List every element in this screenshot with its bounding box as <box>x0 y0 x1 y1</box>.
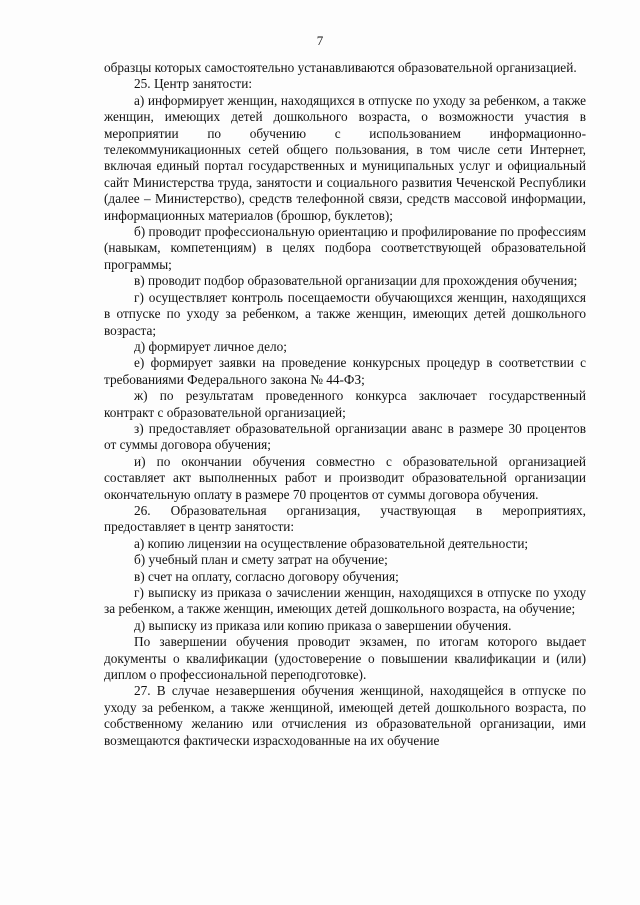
page-number: 7 <box>316 33 324 48</box>
paragraph-continuation: образцы которых самостоятельно устанавливаются образовательной организацией. <box>104 60 577 75</box>
clause-26-b: б) учебный план и смету затрат на обучение; <box>134 552 388 568</box>
clause-25-z: з) предоставляет образовательной организации аванс в размере 30 процентов от суммы договора обучения; <box>104 420 586 453</box>
clause-26-d: д) выписку из приказа или копию приказа о завершении обучения. <box>134 617 512 633</box>
clause-27: 27. В случае незавершения обучения женщиной, находящейся в отпуске по уходу за ребенком, а также женщиной, имеющей детей дошкольного возраста, по собственному желанию или отчисления из образовательной организации, ими возмещаются фактически израсходованные на их обучение <box>104 683 586 748</box>
clause-25-zh: ж) по результатам проведенного конкурса заключает государственный контракт с образовательной организацией; <box>104 388 586 420</box>
clause-26-g: г) выписку из приказа о зачислении женщин, находящихся в отпуске по уходу за ребенком, а также женщин, имеющих детей дошкольного возраста, на обучение; <box>104 585 586 617</box>
clause-25-g: г) осуществляет контроль посещаемости обучающихся женщин, находящихся в отпуске по уходу за ребенком, а также женщин, имеющих детей дошкольного возраста; <box>104 289 586 338</box>
clause-26-heading: 26. Образовательная организация, участвующая в мероприятиях, предоставляет в центр занятости: <box>104 502 586 535</box>
clause-25-heading: 25. Центр занятости: <box>134 76 253 92</box>
clause-25-e: е) формирует заявки на проведение конкурсных процедур в соответствии с требованиями Федерального закона № 44-ФЗ; <box>104 355 586 387</box>
clause-26-exam: По завершении обучения проводит экзамен, по итогам которого выдает документы о квалификации (удостоверение о повышении квалификации и (или) диплом о профессиональной переподготовке). <box>104 634 586 683</box>
clause-26-v: в) счет на оплату, согласно договору обучения; <box>134 568 399 584</box>
clause-25-d: д) формирует личное дело; <box>134 338 287 354</box>
clause-25-b: б) проводит профессиональную ориентацию и профилирование по профессиям (навыкам, компетенциям) в целях подбора соответствующей образовательной программы; <box>104 224 586 272</box>
clause-25-v: в) проводит подбор образовательной организации для прохождения обучения; <box>134 273 578 289</box>
clause-25-a: а) информирует женщин, находящихся в отпуске по уходу за ребенком, а также женщин, имеющих детей дошкольного возраста, о возможности участия в мероприятии по обучению с использованием информационно-телекоммуникационных сетей общего пользования, в том числе сети Интернет, включая единый портал государственных и муниципальных услуг и официальный сайт Министерства труда, занятости и социального развития Чеченской Республики (далее – Министерство), средств телефонной связи, средств массовой информации, информационных материалов (брошюр, буклетов); <box>104 92 586 223</box>
document-body <box>104 60 586 749</box>
clause-25-i: и) по окончании обучения совместно с образовательной организацией составляет акт выполненных работ и производит образовательной организации окончательную оплату в размере 70 процентов от суммы договора обучения. <box>104 453 586 502</box>
clause-26-a: а) копию лицензии на осуществление образовательной деятельности; <box>134 535 529 551</box>
